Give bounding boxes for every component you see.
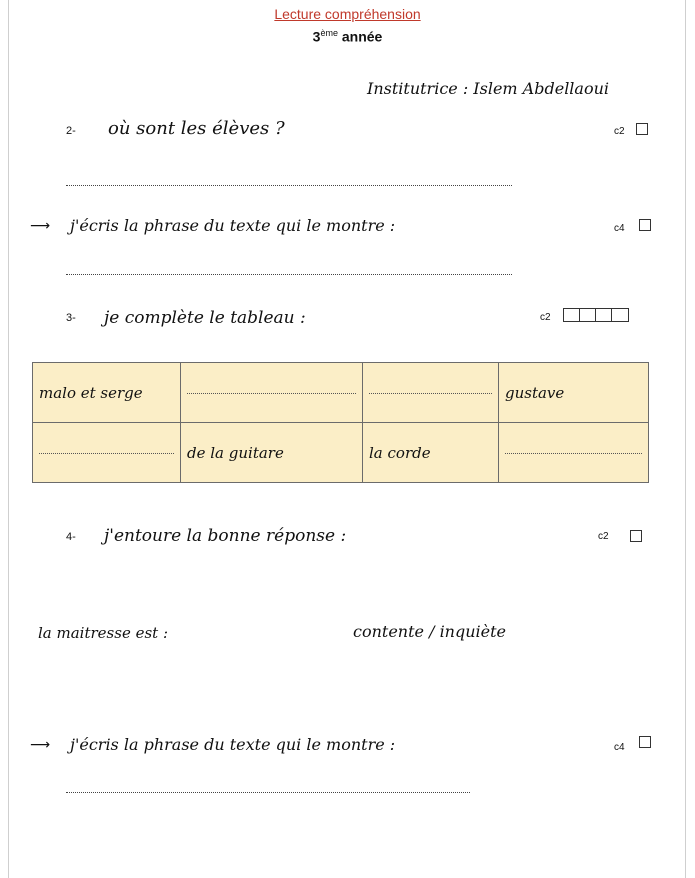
table-cell: de la guitare (181, 423, 363, 483)
checkbox-icon[interactable] (636, 123, 648, 135)
statement-text: la maitresse est : (38, 624, 169, 642)
right-arrow-icon: ⟶ (30, 218, 51, 234)
checkbox-icon[interactable] (639, 219, 651, 231)
question-2-number: 2- (66, 125, 76, 137)
answer-line[interactable] (66, 274, 512, 275)
fill-line[interactable] (39, 453, 174, 454)
table-cell: la corde (363, 423, 499, 483)
question-4-instruction: j'écris la phrase du texte qui le montre : (70, 735, 396, 754)
answer-line[interactable] (66, 792, 470, 793)
worksheet-title: Lecture compréhension (274, 6, 421, 22)
teacher-name: Institutrice : Islem Abdellaoui (367, 79, 610, 98)
table-cell-blank[interactable] (181, 363, 363, 423)
grade-level: 3ème année (312, 28, 383, 45)
divider (595, 309, 596, 321)
question-2-instruction: j'écris la phrase du texte qui le montre : (70, 216, 396, 235)
table-cell-blank[interactable] (499, 423, 649, 483)
question-2-text: où sont les élèves ? (108, 118, 285, 139)
table-row (33, 363, 649, 423)
question-4-text: j'entoure la bonne réponse : (104, 526, 347, 546)
fill-line[interactable] (369, 393, 492, 394)
question-3-text: je complète le tableau : (104, 308, 306, 328)
table-cell-blank[interactable] (363, 363, 499, 423)
question-2-code: c2 (614, 126, 625, 137)
question-3-number: 3- (66, 312, 76, 324)
right-arrow-icon: ⟶ (30, 737, 51, 753)
table-cell: malo et serge (33, 363, 181, 423)
divider (579, 309, 580, 321)
question-2-instruction-code: c4 (614, 223, 625, 234)
answer-line[interactable] (66, 185, 512, 186)
answer-choices[interactable]: contente / inquiète (353, 622, 507, 641)
divider (611, 309, 612, 321)
question-4-number: 4- (66, 531, 76, 543)
checkbox-group[interactable] (563, 308, 629, 322)
completion-table (32, 362, 649, 483)
checkbox-icon[interactable] (630, 530, 642, 542)
question-4-instruction-code: c4 (614, 742, 625, 753)
table-cell-blank[interactable] (33, 423, 181, 483)
checkbox-icon[interactable] (639, 736, 651, 748)
question-3-code: c2 (540, 312, 551, 323)
fill-line[interactable] (505, 453, 642, 454)
fill-line[interactable] (187, 393, 356, 394)
table-row (33, 423, 649, 483)
table-cell: gustave (499, 363, 649, 423)
question-4-code: c2 (598, 531, 609, 542)
